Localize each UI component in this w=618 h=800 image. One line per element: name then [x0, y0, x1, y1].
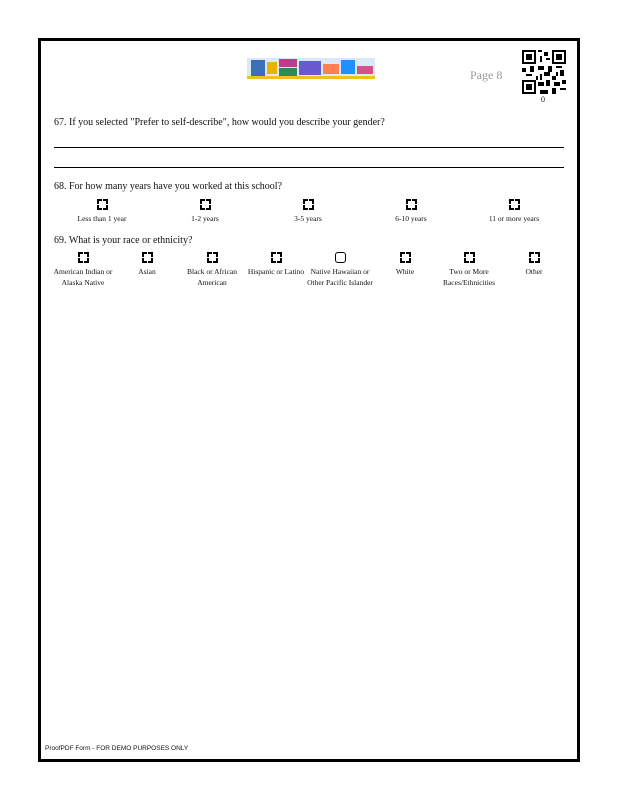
- option-label: 3-5 years: [294, 214, 322, 223]
- option-label: Native Hawaiian or Other Pacific Islander: [307, 267, 373, 287]
- option-label: Other: [525, 267, 543, 276]
- q69-option-black[interactable]: [177, 252, 247, 288]
- q69-option-american-indian[interactable]: [48, 252, 118, 288]
- option-label: 1-2 years: [191, 214, 219, 223]
- checkbox[interactable]: [335, 252, 346, 263]
- option-label: 11 or more years: [488, 214, 540, 223]
- option-label: Black or African American: [187, 267, 237, 287]
- q69-option-hispanic[interactable]: [241, 252, 311, 277]
- question-67: 67. If you selected "Prefer to self-describe", how would you describe your gender?: [54, 117, 385, 128]
- checkbox[interactable]: [142, 252, 153, 263]
- option-label: White: [395, 267, 415, 276]
- school-logo: [247, 56, 375, 80]
- footer-text: ProofPDF Form - FOR DEMO PURPOSES ONLY: [45, 745, 189, 752]
- checkbox[interactable]: [464, 252, 475, 263]
- q69-option-white[interactable]: [370, 252, 440, 277]
- qr-number: 0: [541, 95, 545, 104]
- qr-code: [522, 50, 566, 94]
- q69-option-native-hawaiian[interactable]: [305, 252, 375, 288]
- q68-option-less-than-1[interactable]: [67, 199, 137, 224]
- checkbox[interactable]: [78, 252, 89, 263]
- q68-option-6-10[interactable]: [376, 199, 446, 224]
- q68-option-11-plus[interactable]: [479, 199, 549, 224]
- checkbox[interactable]: [529, 252, 540, 263]
- option-label: Two or More Races/Ethnicities: [442, 267, 496, 287]
- option-label: Asian: [138, 267, 156, 276]
- option-label: Less than 1 year: [77, 214, 127, 223]
- checkbox[interactable]: [400, 252, 411, 263]
- answer-line-1[interactable]: [54, 147, 564, 148]
- question-69: 69. What is your race or ethnicity?: [54, 235, 193, 246]
- option-label: Hispanic or Latino: [247, 267, 305, 276]
- checkbox[interactable]: [509, 199, 520, 210]
- option-label: 6-10 years: [395, 214, 427, 223]
- checkbox[interactable]: [97, 199, 108, 210]
- q68-option-3-5[interactable]: [273, 199, 343, 224]
- question-68: 68. For how many years have you worked at this school?: [54, 181, 283, 192]
- checkbox[interactable]: [200, 199, 211, 210]
- q69-option-asian[interactable]: [112, 252, 182, 277]
- q69-option-two-or-more[interactable]: [434, 252, 504, 288]
- checkbox[interactable]: [271, 252, 282, 263]
- checkbox[interactable]: [406, 199, 417, 210]
- q69-option-other[interactable]: [499, 252, 569, 277]
- q68-option-1-2[interactable]: [170, 199, 240, 224]
- checkbox[interactable]: [303, 199, 314, 210]
- answer-line-2[interactable]: [54, 167, 564, 168]
- option-label: American Indian or Alaska Native: [53, 267, 113, 287]
- checkbox[interactable]: [207, 252, 218, 263]
- page-number: Page 8: [470, 68, 503, 82]
